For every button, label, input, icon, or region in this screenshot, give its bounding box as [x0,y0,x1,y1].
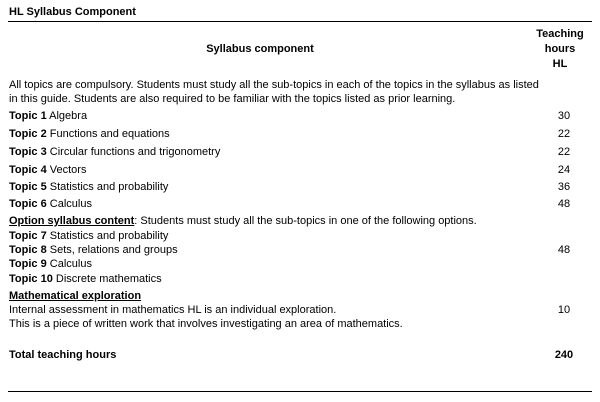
topic-name: Statistics and probability [49,181,169,193]
bottom-rule [8,391,592,392]
option-label: Topic 7 [9,230,47,242]
topic-row [9,181,168,193]
option-label: Topic 10 [9,273,53,285]
options-text: : Students must study all the sub-topics in one of the following options. [134,215,477,227]
exploration-line-1: Internal assessment in mathematics HL is an individual exploration. [9,304,337,316]
option-label: Topic 8 [9,244,47,256]
options-hours: 48 [557,244,571,256]
total-label [9,349,116,361]
intro-line-1: All topics are compulsory. Students must study all the sub-topics in each of the topics in the syllabus as listed [9,79,539,91]
table-title: HL Syllabus Component [9,6,136,18]
topic-name: Circular functions and trigonometry [49,146,221,158]
option-row [9,244,178,256]
topic-row [9,110,87,122]
total-hours: 240 [554,349,574,361]
topic-name: Functions and equations [49,128,170,140]
option-name: Sets, relations and groups [49,244,178,256]
topic-name: Calculus [49,198,92,210]
option-name: Statistics and probability [49,230,169,242]
topic-label: Topic 2 [9,128,47,140]
option-row [9,258,92,270]
topic-row [9,146,220,158]
option-row [9,230,168,242]
topic-row [9,164,86,176]
topic-row [9,198,92,210]
option-label: Topic 9 [9,258,47,270]
topic-label: Topic 1 [9,110,47,122]
option-name: Discrete mathematics [55,273,162,285]
hours-header-line1: Teaching [536,28,584,40]
topic-label: Topic 4 [9,164,47,176]
options-intro [9,215,477,227]
topic-hours: 48 [557,198,571,210]
option-name: Calculus [49,258,92,270]
column-header-component: Syllabus component [206,43,314,55]
exploration-heading-text: Mathematical exploration [9,290,142,302]
topic-label: Topic 3 [9,146,47,158]
column-header-hours [528,27,592,72]
topic-label: Topic 5 [9,181,47,193]
hours-header-line2: hours [544,43,576,55]
topic-name: Algebra [49,110,88,122]
hours-header-line3: HL [552,58,568,70]
options-heading: Option syllabus content [9,215,135,227]
topic-row [9,128,170,140]
option-row [9,273,162,285]
topic-hours: 22 [557,146,571,158]
topic-hours: 24 [557,164,571,176]
exploration-hours: 10 [557,304,571,316]
topic-hours: 22 [557,128,571,140]
total-label-text: Total teaching hours [9,349,117,361]
topic-name: Vectors [49,164,87,176]
topic-hours: 30 [557,110,571,122]
top-rule [8,21,592,22]
topic-hours: 36 [557,181,571,193]
exploration-line-2: This is a piece of written work that involves investigating an area of mathematics. [9,318,403,330]
intro-line-2: in this guide. Students are also required to be familiar with the topics listed as prior learning. [9,93,456,105]
topic-label: Topic 6 [9,198,47,210]
exploration-heading [9,290,141,302]
